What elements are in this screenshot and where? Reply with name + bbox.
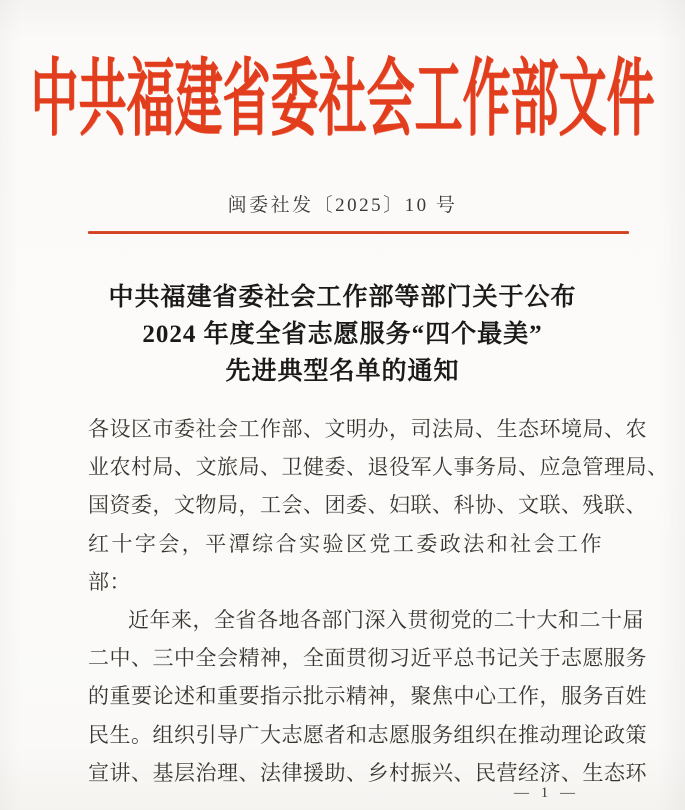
body-line: 业农村局、文旅局、卫健委、退役军人事务局、应急管理局、 [88, 455, 669, 480]
main-paragraph [88, 601, 647, 792]
body-line: 国资委，文物局，工会、团委、妇联、科协、文联、残联、 [88, 493, 647, 518]
document-title-line-3: 先进典型名单的通知 [225, 358, 460, 385]
body-line: 近年来，全省各地各部门深入贯彻党的二十大和二十届 [128, 608, 644, 633]
document-body [88, 410, 669, 792]
addressee-paragraph [88, 410, 669, 601]
page-number: — 1 — [514, 785, 579, 801]
body-line: 的重要论述和重要指示批示精神，聚焦中心工作，服务百姓 [88, 684, 647, 709]
document-title [40, 279, 645, 390]
doc-reference-number: 闽委社发〔2025〕10 号 [227, 195, 458, 216]
document-title-line-2: 2024 年度全省志愿服务“四个最美” [142, 321, 543, 348]
body-line: 二中、三中全会精神，全面贯彻习近平总书记关于志愿服务 [88, 646, 647, 671]
body-line: 宣讲、基层治理、法律援助、乡村振兴、民营经济、生态环 [88, 760, 647, 785]
body-line: 各设区市委社会工作部、文明办，司法局、生态环境局、农 [88, 417, 647, 441]
red-divider-line [88, 231, 629, 234]
document-org-header: 中共福建省委社会工作部文件 [30, 53, 655, 147]
document-title-line-1: 中共福建省委社会工作部等部门关于公布 [108, 284, 577, 311]
body-line: 红十字会，平潭综合实验区党工委政法和社会工作部： [88, 531, 602, 594]
body-line: 民生。组织引导广大志愿者和志愿服务组织在推动理论政策 [88, 722, 647, 747]
